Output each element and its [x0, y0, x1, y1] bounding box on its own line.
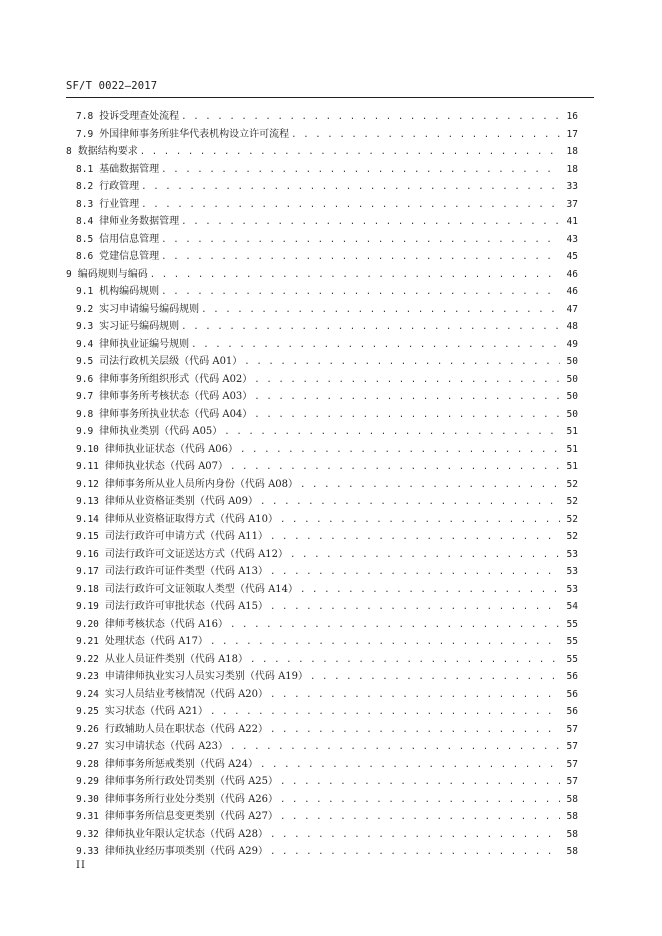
- toc-entry-number: 9.19: [76, 601, 99, 612]
- toc-entry-page: 50: [566, 373, 578, 385]
- toc-dot-leader: [270, 725, 560, 735]
- toc-entry[interactable]: [66, 335, 578, 353]
- toc-dot-leader: [230, 620, 560, 630]
- toc-dot-leader: [230, 462, 560, 472]
- toc-entry[interactable]: [66, 160, 578, 178]
- toc-entry-number: 9.23: [76, 671, 99, 682]
- toc-entry-title: 行政辅助人员在职状态（代码 A22）: [104, 723, 269, 735]
- toc-entry-page: 33: [566, 181, 578, 192]
- toc-dot-leader: [224, 427, 560, 437]
- toc-entry[interactable]: [66, 405, 578, 423]
- toc-entry-title: 编码规则与编码: [77, 268, 148, 280]
- toc-dot-leader: [300, 585, 560, 595]
- toc-entry-title: 律师执业证状态（代码 A06）: [104, 443, 239, 455]
- toc-entry-number: 9.24: [76, 688, 99, 700]
- toc-entry-page: 55: [566, 653, 578, 665]
- toc-entry-title: 实习证号编码规则: [99, 321, 180, 332]
- toc-entry-title: 处理状态（代码 A17）: [104, 636, 209, 647]
- toc-entry-page: 18: [566, 163, 578, 175]
- toc-dot-leader: [230, 742, 560, 752]
- toc-entry[interactable]: [66, 387, 578, 405]
- toc-entry-number: 9.18: [76, 583, 99, 595]
- toc-entry-page: 43: [566, 233, 578, 245]
- toc-entry-title: 司法行政机关层级（代码 A01）: [99, 356, 243, 367]
- toc-entry-page: 46: [566, 286, 578, 297]
- toc-entry[interactable]: [66, 492, 578, 510]
- toc-entry-number: 9.14: [76, 513, 99, 525]
- toc-entry-page: 56: [566, 706, 578, 717]
- toc-entry[interactable]: [66, 720, 578, 738]
- toc-entry-page: 58: [566, 793, 578, 805]
- toc-entry-title: 党建信息管理: [99, 251, 160, 262]
- toc-entry-page: 55: [566, 636, 578, 647]
- toc-entry[interactable]: [66, 212, 578, 230]
- toc-entry-page: 58: [566, 828, 578, 840]
- toc-entry-page: 53: [566, 583, 578, 595]
- toc-entry-title: 申请律师执业实习人员实习类别（代码 A19）: [104, 671, 309, 682]
- toc-entry-page: 52: [566, 513, 578, 525]
- toc-entry-number: 9.25: [76, 706, 99, 717]
- toc-dot-leader: [260, 760, 560, 770]
- toc-dot-leader: [254, 375, 560, 385]
- toc-entry[interactable]: [66, 142, 578, 160]
- toc-entry[interactable]: [66, 352, 578, 370]
- toc-entry-title: 律师执业类别（代码 A05）: [99, 426, 223, 437]
- toc-dot-leader: [280, 795, 560, 805]
- toc-dot-leader: [201, 305, 560, 315]
- toc-entry[interactable]: [66, 545, 578, 563]
- toc-entry[interactable]: [66, 597, 578, 615]
- toc-entry-title: 行政管理: [99, 181, 140, 192]
- toc-entry-number: 9.17: [76, 566, 99, 577]
- toc-entry[interactable]: [66, 370, 578, 388]
- toc-entry[interactable]: [66, 807, 578, 825]
- toc-entry-title: 实习状态（代码 A21）: [104, 706, 209, 717]
- toc-entry[interactable]: [66, 562, 578, 580]
- toc-entry-page: 46: [566, 268, 578, 280]
- toc-entry-number: 9.15: [76, 531, 99, 542]
- toc-entry-number: 9.9: [76, 426, 94, 437]
- toc-entry-title: 外国律师事务所驻华代表机构设立许可流程: [99, 128, 290, 140]
- toc-dot-leader: [181, 217, 560, 227]
- toc-dot-leader: [141, 200, 560, 210]
- toc-entry[interactable]: [66, 755, 578, 773]
- toc-entry[interactable]: [66, 650, 578, 668]
- toc-dot-leader: [280, 777, 560, 787]
- toc-dot-leader: [161, 165, 560, 175]
- toc-entry[interactable]: [66, 615, 578, 633]
- toc-dot-leader: [181, 322, 560, 332]
- toc-entry-title: 机构编码规则: [99, 286, 160, 297]
- page-number: II: [76, 860, 86, 871]
- toc-entry-title: 实习申请编号编码规则: [99, 303, 200, 315]
- toc-entry-title: 基础数据管理: [99, 163, 160, 175]
- toc-entry-page: 52: [566, 531, 578, 542]
- toc-dot-leader: [181, 112, 560, 122]
- toc-entry-page: 53: [566, 566, 578, 577]
- toc-entry[interactable]: [66, 685, 578, 703]
- toc-dot-leader: [280, 515, 560, 525]
- toc-entry[interactable]: [66, 195, 578, 213]
- toc-entry-title: 律师执业证编号规则: [99, 338, 190, 350]
- toc-dot-leader: [270, 830, 560, 840]
- toc-entry-page: 50: [566, 408, 578, 420]
- toc-entry-page: 51: [566, 461, 578, 472]
- toc-entry-number: 9.13: [76, 496, 99, 507]
- toc-dot-leader: [161, 252, 560, 262]
- toc-entry-page: 56: [566, 671, 578, 682]
- toc-entry-title: 律师考核状态（代码 A16）: [104, 618, 229, 630]
- toc-entry-title: 司法行政许可文证领取人类型（代码 A14）: [104, 583, 299, 595]
- toc-entry-page: 37: [566, 198, 578, 210]
- toc-entry[interactable]: [66, 265, 578, 283]
- toc-entry[interactable]: [66, 422, 578, 440]
- toc-entry[interactable]: [66, 580, 578, 598]
- toc-entry[interactable]: [66, 702, 578, 720]
- toc-entry[interactable]: [66, 317, 578, 335]
- toc-entry[interactable]: [66, 440, 578, 458]
- toc-dot-leader: [300, 480, 560, 490]
- toc-entry-title: 律师执业年限认定状态（代码 A28）: [104, 828, 269, 840]
- toc-dot-leader: [254, 410, 560, 420]
- toc-entry-page: 51: [566, 426, 578, 437]
- toc-entry-number: 8.4: [76, 216, 94, 227]
- table-of-contents: [66, 107, 578, 860]
- toc-entry-number: 9.28: [76, 758, 99, 770]
- toc-entry-title: 实习人员结业考核情况（代码 A20）: [104, 688, 269, 700]
- toc-entry-page: 57: [566, 723, 578, 735]
- toc-entry-number: 9.20: [76, 618, 99, 630]
- toc-entry-page: 51: [566, 443, 578, 455]
- toc-entry-title: 实习申请状态（代码 A23）: [104, 741, 229, 752]
- toc-entry[interactable]: [66, 737, 578, 755]
- toc-dot-leader: [141, 182, 560, 192]
- toc-entry-page: 41: [566, 216, 578, 227]
- toc-entry-number: 9.21: [76, 636, 99, 647]
- toc-entry-page: 49: [566, 338, 578, 350]
- toc-entry[interactable]: [66, 790, 578, 808]
- toc-entry-title: 司法行政许可文证送达方式（代码 A12）: [104, 548, 289, 560]
- toc-entry[interactable]: [66, 510, 578, 528]
- toc-dot-leader: [290, 550, 560, 560]
- toc-entry[interactable]: [66, 125, 578, 143]
- toc-entry-number: 9.26: [76, 723, 99, 735]
- toc-entry-title: 律师事务所考核状态（代码 A03）: [99, 391, 253, 402]
- toc-dot-leader: [270, 602, 560, 612]
- toc-entry-number: 8.3: [76, 198, 94, 210]
- toc-entry-number: 8.6: [76, 251, 94, 262]
- toc-entry[interactable]: [66, 107, 578, 125]
- toc-entry-number: 9.7: [76, 391, 94, 402]
- toc-entry-number: 9.22: [76, 653, 99, 665]
- toc-entry-title: 司法行政许可申请方式（代码 A11）: [104, 531, 269, 542]
- toc-entry-page: 47: [566, 303, 578, 315]
- toc-entry-title: 律师执业状态（代码 A07）: [104, 461, 229, 472]
- toc-entry-number: 9.30: [76, 793, 99, 805]
- toc-entry-number: 9.16: [76, 548, 99, 560]
- toc-entry-page: 56: [566, 688, 578, 700]
- toc-entry-title: 律师事务所惩戒类别（代码 A24）: [104, 758, 259, 770]
- toc-entry-title: 从业人员证件类别（代码 A18）: [104, 653, 249, 665]
- toc-dot-leader: [210, 707, 560, 717]
- toc-entry[interactable]: [66, 825, 578, 843]
- toc-entry-number: 9: [66, 268, 72, 280]
- toc-dot-leader: [250, 655, 560, 665]
- toc-entry-title: 信用信息管理: [99, 233, 160, 245]
- toc-entry-page: 57: [566, 758, 578, 770]
- toc-entry-title: 司法行政许可审批状态（代码 A15）: [104, 601, 269, 612]
- toc-dot-leader: [240, 445, 560, 455]
- toc-entry-title: 投诉受理查处流程: [99, 111, 180, 122]
- toc-entry-title: 律师从业资格证取得方式（代码 A10）: [104, 513, 279, 525]
- toc-entry-number: 8.5: [76, 233, 94, 245]
- toc-entry-page: 45: [566, 251, 578, 262]
- toc-entry[interactable]: [66, 842, 578, 860]
- toc-dot-leader: [210, 637, 560, 647]
- toc-entry-page: 18: [566, 146, 578, 157]
- toc-entry-number: 9.31: [76, 811, 99, 822]
- toc-entry[interactable]: [66, 475, 578, 493]
- toc-entry-page: 50: [566, 391, 578, 402]
- toc-entry-number: 8: [66, 146, 72, 157]
- toc-entry-title: 律师事务所执业状态（代码 A04）: [99, 408, 253, 420]
- toc-dot-leader: [310, 672, 560, 682]
- toc-entry-page: 16: [566, 111, 578, 122]
- standard-code-header: SF/T 0022—2017: [66, 80, 158, 92]
- toc-entry-number: 9.2: [76, 303, 94, 315]
- toc-entry-number: 9.32: [76, 828, 99, 840]
- toc-entry-number: 9.29: [76, 776, 99, 787]
- toc-entry-title: 司法行政许可证件类型（代码 A13）: [104, 566, 269, 577]
- toc-dot-leader: [270, 532, 560, 542]
- toc-entry-title: 律师事务所组织形式（代码 A02）: [99, 373, 253, 385]
- toc-entry-number: 9.12: [76, 478, 99, 490]
- toc-entry[interactable]: [66, 300, 578, 318]
- toc-entry-page: 17: [566, 128, 578, 140]
- toc-entry-number: 9.4: [76, 338, 94, 350]
- toc-entry[interactable]: [66, 230, 578, 248]
- toc-entry-number: 9.27: [76, 741, 99, 752]
- toc-entry-page: 52: [566, 496, 578, 507]
- toc-entry[interactable]: [66, 772, 578, 790]
- toc-dot-leader: [191, 340, 560, 350]
- toc-entry-number: 9.33: [76, 846, 99, 857]
- toc-entry[interactable]: [66, 247, 578, 265]
- toc-entry-page: 50: [566, 356, 578, 367]
- toc-dot-leader: [270, 567, 560, 577]
- toc-entry-title: 律师事务所行政处罚类别（代码 A25）: [104, 776, 279, 787]
- toc-dot-leader: [291, 130, 560, 140]
- toc-entry-number: 9.8: [76, 408, 94, 420]
- toc-entry-number: 9.1: [76, 286, 94, 297]
- toc-entry-page: 53: [566, 548, 578, 560]
- toc-entry-title: 行业管理: [99, 198, 140, 210]
- toc-entry-number: 9.3: [76, 321, 94, 332]
- toc-entry[interactable]: [66, 457, 578, 475]
- toc-entry-page: 57: [566, 776, 578, 787]
- toc-entry-number: 7.9: [76, 128, 94, 140]
- toc-entry-page: 57: [566, 741, 578, 752]
- toc-entry-number: 8.1: [76, 163, 94, 175]
- toc-dot-leader: [270, 690, 560, 700]
- toc-entry-title: 律师从业资格证类别（代码 A09）: [104, 496, 259, 507]
- toc-entry-number: 9.10: [76, 443, 99, 455]
- toc-entry[interactable]: [66, 527, 578, 545]
- toc-entry-number: 9.5: [76, 356, 94, 367]
- toc-entry-page: 58: [566, 846, 578, 857]
- toc-entry-title: 律师事务所信息变更类别（代码 A27）: [104, 811, 279, 822]
- toc-entry-number: 7.8: [76, 111, 94, 122]
- toc-entry-page: 54: [566, 601, 578, 612]
- toc-entry-page: 48: [566, 321, 578, 332]
- toc-dot-leader: [270, 847, 560, 857]
- toc-dot-leader: [254, 392, 560, 402]
- toc-entry[interactable]: [66, 282, 578, 300]
- toc-entry[interactable]: [66, 177, 578, 195]
- toc-entry-title: 数据结构要求: [77, 146, 138, 157]
- toc-entry-title: 律师执业经历事项类别（代码 A29）: [104, 846, 269, 857]
- toc-entry[interactable]: [66, 632, 578, 650]
- toc-entry-title: 律师业务数据管理: [99, 216, 180, 227]
- toc-dot-leader: [244, 357, 560, 367]
- header-rule: [66, 97, 594, 98]
- toc-dot-leader: [260, 497, 560, 507]
- toc-entry-page: 58: [566, 811, 578, 822]
- toc-dot-leader: [140, 147, 560, 157]
- toc-entry-number: 9.6: [76, 373, 94, 385]
- toc-entry-page: 55: [566, 618, 578, 630]
- toc-entry-number: 8.2: [76, 181, 94, 192]
- toc-entry-page: 52: [566, 478, 578, 490]
- toc-entry-title: 律师事务所行业处分类别（代码 A26）: [104, 793, 279, 805]
- toc-dot-leader: [161, 287, 560, 297]
- toc-entry-number: 9.11: [76, 461, 99, 472]
- toc-dot-leader: [280, 812, 560, 822]
- toc-dot-leader: [150, 270, 560, 280]
- toc-entry[interactable]: [66, 667, 578, 685]
- toc-entry-title: 律师事务所从业人员所内身份（代码 A08）: [104, 478, 299, 490]
- toc-dot-leader: [161, 235, 560, 245]
